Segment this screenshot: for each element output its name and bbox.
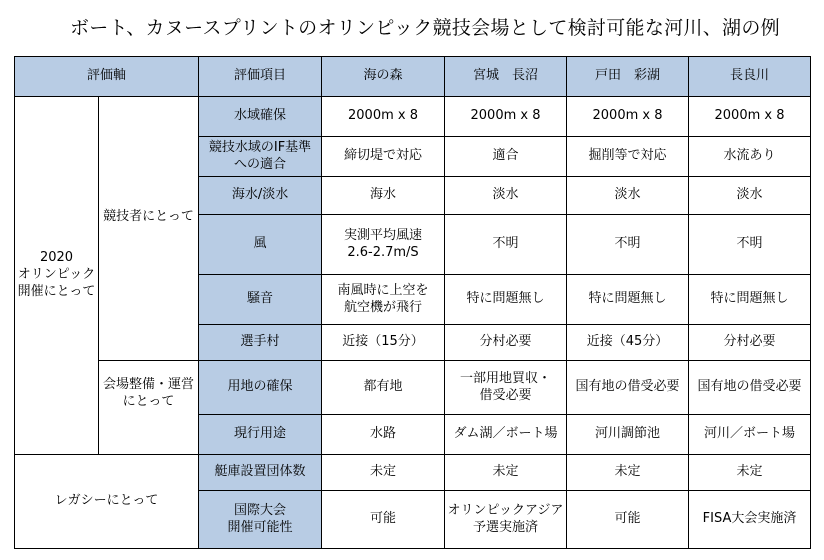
comparison-table	[14, 56, 811, 549]
cell-value: オリンピックアジア 予選実施済	[445, 491, 567, 549]
cell-value: 国有地の借受必要	[689, 361, 811, 415]
row-item: 用地の確保	[199, 361, 322, 415]
cell-value: 一部用地買収・ 借受必要	[445, 361, 567, 415]
cell-value: 2000m x 8	[322, 97, 445, 137]
cell-value: 可能	[567, 491, 689, 549]
group-2020-label: 2020 オリンピック 開催にとって	[15, 97, 99, 455]
cell-value: 河川／ボート場	[689, 415, 811, 455]
cell-value: 実測平均風速 2.6-2.7m/S	[322, 215, 445, 275]
cell-value: FISA大会実施済	[689, 491, 811, 549]
cell-value: 国有地の借受必要	[567, 361, 689, 415]
cell-value: 水路	[322, 415, 445, 455]
cell-value: 掘削等で対応	[567, 137, 689, 177]
row-item: 艇庫設置団体数	[199, 455, 322, 491]
cell-value: 不明	[567, 215, 689, 275]
cell-value: 不明	[689, 215, 811, 275]
cell-value: 適合	[445, 137, 567, 177]
row-item: 海水/淡水	[199, 177, 322, 215]
cell-value: ダム湖／ボート場	[445, 415, 567, 455]
cell-value: 分村必要	[689, 325, 811, 361]
cell-value: 未定	[689, 455, 811, 491]
cell-value: 特に問題無し	[445, 275, 567, 325]
header-axis: 評価軸	[15, 57, 199, 97]
header-item: 評価項目	[199, 57, 322, 97]
cell-value: 淡水	[567, 177, 689, 215]
row-item: 風	[199, 215, 322, 275]
row-item: 国際大会 開催可能性	[199, 491, 322, 549]
cell-value: 淡水	[689, 177, 811, 215]
cell-value: 都有地	[322, 361, 445, 415]
cell-value: 河川調節池	[567, 415, 689, 455]
cell-value: 可能	[322, 491, 445, 549]
cell-value: 未定	[567, 455, 689, 491]
cell-value: 南風時に上空を 航空機が飛行	[322, 275, 445, 325]
row-item: 水域確保	[199, 97, 322, 137]
cell-value: 近接（45分）	[567, 325, 689, 361]
cell-value: 分村必要	[445, 325, 567, 361]
cell-value: 淡水	[445, 177, 567, 215]
cell-value: 未定	[445, 455, 567, 491]
page-title: ボート、カヌースプリントのオリンピック競技会場として検討可能な河川、湖の例	[70, 17, 780, 39]
cell-value: 海水	[322, 177, 445, 215]
cell-value: 締切堤で対応	[322, 137, 445, 177]
cell-value: 2000m x 8	[445, 97, 567, 137]
cell-value: 2000m x 8	[567, 97, 689, 137]
row-item: 選手村	[199, 325, 322, 361]
header-site: 戸田 彩湖	[567, 57, 689, 97]
cell-value: 特に問題無し	[567, 275, 689, 325]
cell-value: 水流あり	[689, 137, 811, 177]
cell-value: 特に問題無し	[689, 275, 811, 325]
group-athletes-label: 競技者にとって	[99, 97, 199, 361]
row-item: 騒音	[199, 275, 322, 325]
cell-value: 近接（15分）	[322, 325, 445, 361]
group-legacy-label: レガシーにとって	[15, 455, 199, 549]
cell-value: 2000m x 8	[689, 97, 811, 137]
header-site: 海の森	[322, 57, 445, 97]
header-site: 長良川	[689, 57, 811, 97]
header-site: 宮城 長沼	[445, 57, 567, 97]
group-venue-label: 会場整備・運営 にとって	[99, 361, 199, 455]
row-item: 競技水域のIF基準 への適合	[199, 137, 322, 177]
row-item: 現行用途	[199, 415, 322, 455]
cell-value: 不明	[445, 215, 567, 275]
cell-value: 未定	[322, 455, 445, 491]
